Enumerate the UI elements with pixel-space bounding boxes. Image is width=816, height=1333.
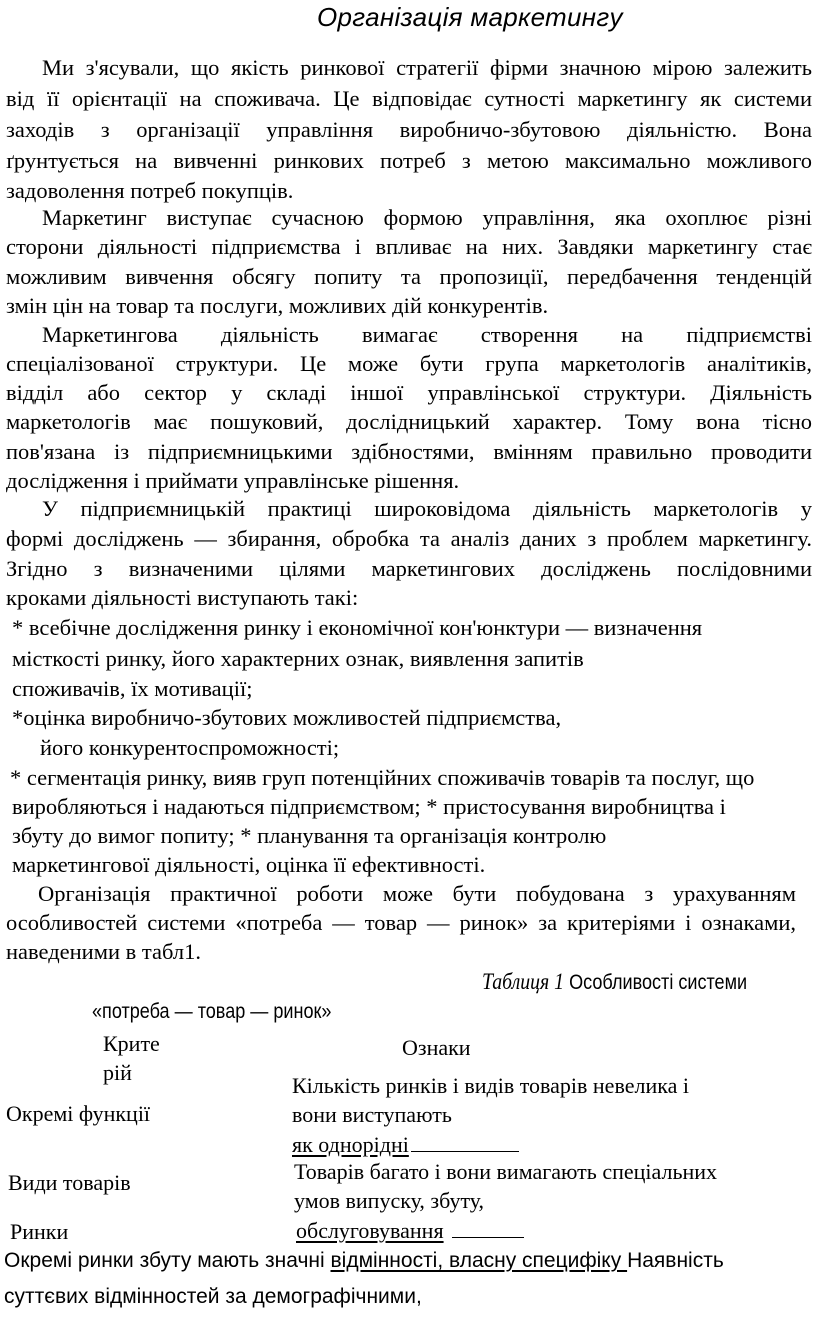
paragraph-1-line-1: Ми з'ясували, що якість ринкової стратегії фірми значною мірою залежить (42, 55, 812, 80)
bullet-3-line-3: збуту до вимог попиту; * планування та організація контролю (12, 823, 607, 848)
paragraph-3-line-2: спеціалізованої структури. Це може бути група маркетологів аналітиків, (6, 351, 812, 376)
paragraph-5-line-3: наведеними в табл1. (6, 939, 201, 964)
table-caption-line-2: «потреба — товар — ринок» (92, 1000, 332, 1023)
paragraph-4-line-2: формі досліджень — збирання, обробка та аналіз даних з проблем маркетингу. (6, 526, 812, 551)
paragraph-4-line-1: У підприємницькій практиці широковідома діяльність маркетологів у (42, 496, 812, 521)
table-caption-text: Особливості системи (564, 971, 748, 994)
table-header-signs: Ознаки (402, 1035, 471, 1060)
table-row-1-sign-line-1: Кількість ринків і видів товарів невелика і (292, 1073, 689, 1098)
bullet-3-line-4: маркетингової діяльності, оцінка її ефективності. (12, 852, 486, 877)
paragraph-3-line-6: дослідження і приймати управлінське рішення. (6, 468, 460, 493)
table-row-3-criterion: Ринки (10, 1219, 69, 1244)
paragraph-2-line-3: можливим вивчення обсягу попиту та пропозиції, передбачення тенденцій (6, 264, 812, 289)
bullet-2-line-2: його конкурентоспроможності; (40, 735, 340, 760)
table-header-criteria-1: Крите (103, 1031, 160, 1056)
table-row-1-criterion: Окремі функції (6, 1101, 151, 1126)
table-row-2-sign-line-2: умов випуску, збуту, (294, 1188, 485, 1213)
paragraph-1-line-5: задоволення потреб покупців. (6, 178, 294, 203)
bullet-1-line-1: * всебічне дослідження ринку і економічної кон'юнктури — визначення (12, 615, 703, 640)
bullet-3-line-1: * сегментація ринку, вияв груп потенційних споживачів товарів та послуг, що (10, 765, 755, 790)
closing-line-1: Окремі ринки збуту мають значні відмінності, власну специфіку Наявність (4, 1249, 724, 1272)
table-caption-label: Таблиця 1 (482, 969, 565, 994)
closing-line-2: суттєвих відмінностей за демографічними, (4, 1285, 422, 1308)
paragraph-5-line-1: Організація практичної роботи може бути побудована з урахуванням (38, 881, 796, 906)
paragraph-1-line-4: ґрунтується на вивченні ринкових потреб з метою максимально можливого (6, 148, 812, 173)
bullet-1-line-2: місткості ринку, його характерних ознак, виявлення запитів (12, 646, 584, 671)
bullet-1-line-3: споживачів, їх мотивації; (12, 676, 253, 701)
bullet-2-line-1: *оцінка виробничо-збутових можливостей підприємства, (12, 705, 562, 730)
table-row-2-criterion: Види товарів (8, 1170, 131, 1195)
paragraph-3-line-4: маркетологів має пошуковий, дослідницький характер. Тому вона тісно (6, 409, 812, 434)
paragraph-4-line-3: Згідно з визначеними цілями маркетингових досліджень послідовними (6, 556, 812, 581)
paragraph-2-line-1: Маркетинг виступає сучасною формою управління, яка охоплює різні (42, 205, 812, 230)
closing-line-underlined: відмінності, власну специфіку (330, 1249, 628, 1272)
paragraph-3-line-5: пов'язана із підприємницькими здібностями, вмінням правильно проводити (6, 439, 812, 464)
table-row-2-sign-line-1: Товарів багато і вони вимагають спеціальних (294, 1159, 718, 1184)
paragraph-2-line-2: сторони діяльності підприємства і впливає на них. Завдяки маркетингу стає (6, 234, 812, 259)
paragraph-2-line-4: змін цін на товар та послуги, можливих дій конкурентів. (6, 293, 549, 318)
paragraph-1-line-3: заходів з організації управління виробничо-збутовою діяльністю. Вона (6, 117, 812, 142)
table-header-criteria-2: рій (103, 1060, 132, 1085)
paragraph-1-line-2: від її орієнтації на споживача. Це відповідає сутності маркетингу як системи (6, 86, 812, 111)
table-caption (482, 969, 747, 995)
table-row-2-sign-line-3: обслуговування (296, 1219, 524, 1242)
paragraph-3-line-3: відділ або сектор у складі іншої управлінської структури. Діяльність (6, 380, 812, 405)
table-row-2-blank-line (452, 1219, 524, 1238)
paragraph-5-line-2: особливостей системи «потреба — товар — ринок» за критеріями і ознаками, (6, 910, 796, 935)
page-title: Організація маркетингу (317, 2, 623, 32)
table-row-1-sign-line-2: вони виступають (292, 1102, 452, 1127)
table-row-1-sign-line-3: як однорідні (292, 1133, 519, 1156)
table-row-1-blank-line (411, 1133, 519, 1152)
paragraph-4-line-4: кроками діяльності виступають такі: (6, 585, 359, 610)
paragraph-3-line-1: Маркетингова діяльність вимагає створення на підприємстві (42, 322, 812, 347)
bullet-3-line-2: виробляються і надаються підприємством; * пристосування виробництва і (12, 794, 726, 819)
